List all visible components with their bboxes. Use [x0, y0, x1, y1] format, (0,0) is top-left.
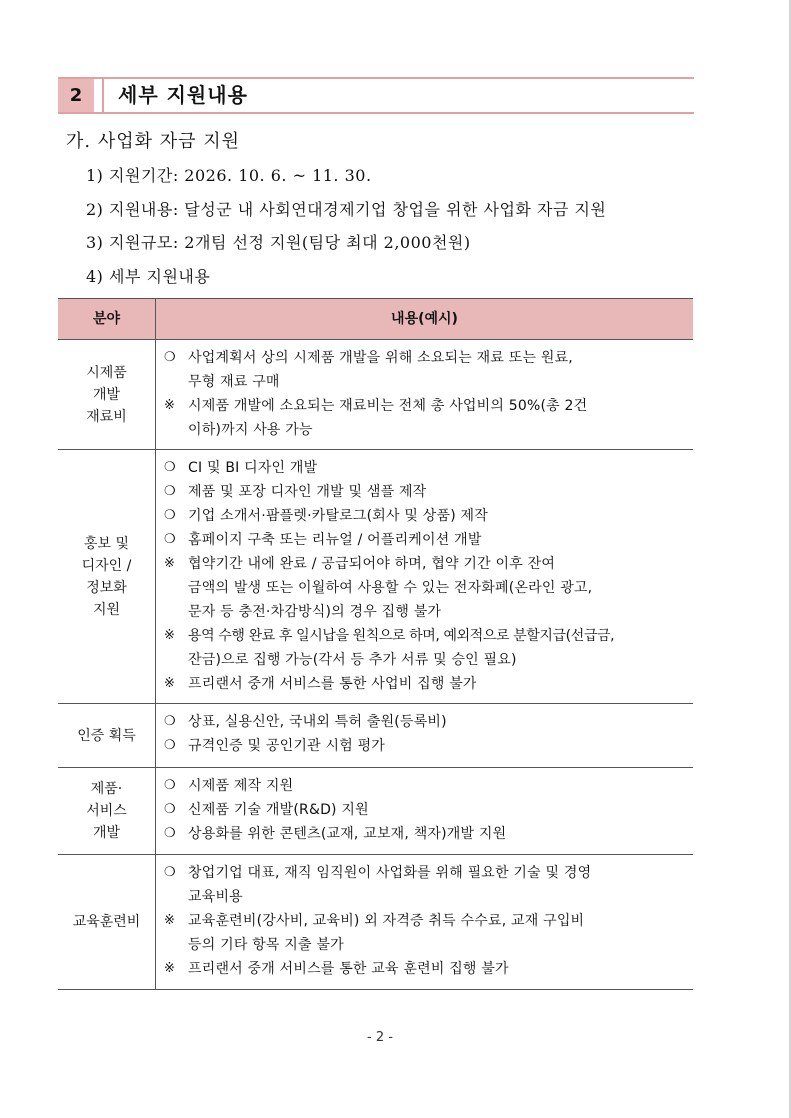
list-item-details: 4) 세부 지원내용 — [86, 267, 211, 286]
note-mark-icon: ※ — [164, 556, 175, 571]
row-line-cont: 등의 기타 항목 지출 불가 — [188, 937, 344, 953]
row-line: 프리랜서 중개 서비스를 통한 사업비 집행 불가 — [188, 676, 477, 692]
row-line-cont: 교육비용 — [188, 889, 243, 905]
note-mark-icon: ※ — [164, 398, 175, 413]
page-number: - 2 - — [367, 1030, 393, 1045]
list-item-period: 1) 지원기간: 2026. 10. 6. ~ 11. 30. — [86, 166, 372, 185]
section-title: 세부 지원내용 — [118, 83, 248, 107]
section-number: 2 — [58, 79, 94, 112]
row-line: 신제품 기술 개발(R&D) 지원 — [188, 802, 369, 818]
row-content — [156, 450, 693, 702]
row-content — [156, 768, 693, 852]
circle-bullet-icon: ❍ — [164, 484, 176, 499]
row-content — [156, 855, 693, 987]
header-separator — [102, 79, 104, 112]
table-row — [58, 340, 693, 450]
row-line: 기업 소개서·팜플렛·카탈로그(회사 및 상품) 제작 — [188, 508, 488, 524]
header-field: 분야 — [92, 311, 121, 327]
note-mark-icon: ※ — [164, 961, 175, 976]
list-item-scale: 3) 지원규모: 2개팀 선정 지원(팀당 최대 2,000천원) — [86, 233, 471, 252]
row-divider — [155, 450, 156, 703]
row-line: 용역 수행 완료 후 일시납을 원칙으로 하며, 예외적으로 분할지급(선급금, — [188, 628, 615, 644]
row-line: 시제품 개발에 소요되는 재료비는 전체 총 사업비의 50%(총 2건 — [188, 398, 588, 414]
circle-bullet-icon: ❍ — [164, 802, 176, 817]
table-row — [58, 450, 693, 704]
row-line: CI 및 BI 디자인 개발 — [188, 460, 318, 476]
row-line: 시제품 제작 지원 — [188, 778, 294, 794]
row-field: 시제품 개발 재료비 — [86, 364, 127, 425]
row-content — [156, 340, 693, 448]
circle-bullet-icon: ❍ — [164, 460, 176, 475]
row-field: 제품· 서비스 개발 — [86, 781, 127, 841]
row-line: 홈페이지 구축 또는 리뉴얼 / 어플리케이션 개발 — [188, 532, 482, 548]
row-line: 협약기간 내에 완료 / 공급되어야 하며, 협약 기간 이후 잔여 — [188, 556, 556, 572]
row-line: 창업기업 대표, 재직 임직원이 사업화를 위해 필요한 기술 및 경영 — [188, 865, 592, 881]
row-line: 교육훈련비(강사비, 교육비) 외 자격증 취득 수수료, 교재 구입비 — [188, 913, 585, 929]
row-line: 규격인증 및 공인기관 시험 평가 — [188, 738, 386, 754]
header-content: 내용(예시) — [391, 311, 458, 327]
row-line: 상용화를 위한 콘텐츠(교재, 교보재, 책자)개발 지원 — [188, 826, 507, 842]
note-mark-icon: ※ — [164, 676, 175, 691]
row-line-cont: 잔금)으로 집행 가능(각서 등 추가 서류 및 승인 필요) — [188, 652, 517, 668]
header-bottom-rule — [58, 112, 694, 114]
circle-bullet-icon: ❍ — [164, 532, 176, 547]
row-line: 프리랜서 중개 서비스를 통한 교육 훈련비 집행 불가 — [188, 961, 509, 977]
row-line-cont: 금액의 발생 또는 이월하여 사용할 수 있는 전자화폐(온라인 광고, — [188, 580, 593, 596]
table-row — [58, 855, 693, 990]
table-row — [58, 768, 693, 855]
subheading: 가. 사업화 자금 지원 — [66, 131, 240, 152]
note-mark-icon: ※ — [164, 628, 175, 643]
circle-bullet-icon: ❍ — [164, 778, 176, 793]
row-line: 사업계획서 상의 시제품 개발을 위해 소요되는 재료 또는 원료, — [188, 350, 573, 366]
circle-bullet-icon: ❍ — [164, 738, 176, 753]
circle-bullet-icon: ❍ — [164, 350, 176, 365]
support-table — [58, 298, 693, 990]
row-line: 제품 및 포장 디자인 개발 및 샘플 제작 — [188, 484, 427, 500]
row-line-cont: 문자 등 충전·차감방식)의 경우 집행 불가 — [188, 604, 442, 620]
circle-bullet-icon: ❍ — [164, 826, 176, 841]
row-divider — [155, 855, 156, 989]
row-content — [156, 704, 693, 764]
circle-bullet-icon: ❍ — [164, 865, 176, 880]
row-divider — [155, 768, 156, 854]
row-line-cont: 무형 재료 구매 — [188, 374, 280, 390]
section-header — [58, 77, 694, 114]
row-line: 상표, 실용신안, 국내외 특허 출원(등록비) — [188, 714, 447, 730]
table-header — [58, 298, 693, 340]
table-row — [58, 704, 693, 768]
row-divider — [155, 704, 156, 767]
row-line-cont: 이하)까지 사용 가능 — [188, 422, 313, 438]
circle-bullet-icon: ❍ — [164, 714, 176, 729]
list-item-content: 2) 지원내용: 달성군 내 사회연대경제기업 창업을 위한 사업화 자금 지원 — [86, 200, 607, 219]
row-field: 교육훈련비 — [72, 914, 141, 930]
row-field: 인증 획득 — [77, 727, 136, 744]
row-field: 홍보 및 디자인 / 정보화 지원 — [81, 535, 132, 618]
note-mark-icon: ※ — [164, 913, 175, 928]
circle-bullet-icon: ❍ — [164, 508, 176, 523]
row-divider — [155, 340, 156, 449]
